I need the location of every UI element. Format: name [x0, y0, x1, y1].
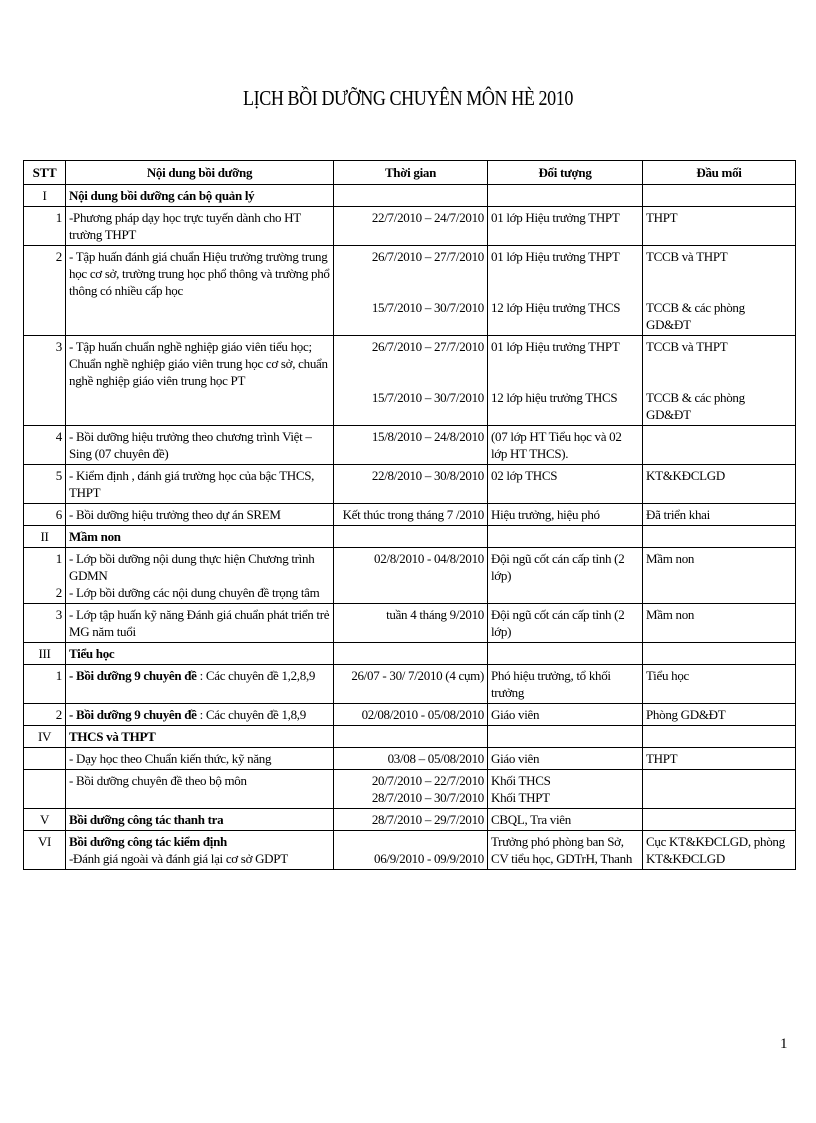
section-title: THCS và THPT [66, 726, 334, 748]
row-time-2: 15/7/2010 – 30/7/2010 [371, 300, 484, 315]
row-time [334, 526, 488, 548]
row-time [334, 726, 488, 748]
row-lead [643, 809, 796, 831]
row-time: 22/7/2010 – 24/7/2010 [334, 207, 488, 246]
row-lead [643, 185, 796, 207]
row-content: - Tập huấn đánh giá chuẩn Hiệu trưởng trường trung học cơ sở, trường trung học phổ thông và trường phổ thông có nhiều cấp học [66, 246, 334, 336]
row-target [488, 643, 643, 665]
row-time: tuần 4 tháng 9/2010 [334, 604, 488, 643]
row-lead [643, 643, 796, 665]
row-lead [643, 526, 796, 548]
row-content-rest: : Các chuyên đề 1,8,9 [199, 707, 306, 722]
row-lead: Cục KT&KĐCLGD, phòng KT&KĐCLGD [643, 831, 796, 870]
row-lead: Đã triển khai [643, 504, 796, 526]
row-target [488, 726, 643, 748]
row-time [334, 336, 488, 426]
row-content-1: - Lớp bồi dưỡng nội dung thực hiện Chương trình GDMN [69, 551, 315, 583]
row-time [334, 185, 488, 207]
table-row [24, 548, 796, 604]
row-content: -Phương pháp dạy học trực tuyến dành cho HT trường THPT [66, 207, 334, 246]
row-target: 01 lớp Hiệu trưởng THPT [488, 207, 643, 246]
row-target-1: Khối THCS [491, 773, 551, 788]
row-target: Hiệu trưởng, hiệu phó [488, 504, 643, 526]
table-row [24, 246, 796, 336]
row-target: Đội ngũ cốt cán cấp tỉnh (2 lớp) [488, 604, 643, 643]
row-lead: Mầm non [643, 604, 796, 643]
row-stt: 1 [24, 207, 66, 246]
table-header-row [24, 161, 796, 185]
row-content: - Bồi dưỡng hiệu trưởng theo chương trình Việt – Sing (07 chuyên đề) [66, 426, 334, 465]
section-row [24, 526, 796, 548]
row-content: - Bồi dưỡng chuyên đề theo bộ môn [66, 770, 334, 809]
row-stt: IV [24, 726, 66, 748]
row-stt: II [24, 526, 66, 548]
row-target: Trưởng phó phòng ban Sở, CV tiểu học, GDTrH, Thanh [488, 831, 643, 870]
row-target [488, 185, 643, 207]
table-row [24, 704, 796, 726]
row-stt-2: 2 [55, 585, 62, 600]
row-time [334, 770, 488, 809]
row-target: CBQL, Tra viên [488, 809, 643, 831]
row-content-2: - Lớp bồi dưỡng các nội dung chuyên đề trọng tâm [69, 585, 320, 600]
table-row [24, 465, 796, 504]
row-target [488, 526, 643, 548]
header-content: Nội dung bồi dưỡng [66, 161, 334, 185]
section-row [24, 643, 796, 665]
row-content [66, 704, 334, 726]
row-time: 03/08 – 05/08/2010 [334, 748, 488, 770]
row-stt: III [24, 643, 66, 665]
row-target-2: 12 lớp hiệu trưởng THCS [491, 390, 618, 405]
row-target: Giáo viên [488, 704, 643, 726]
row-stt: 4 [24, 426, 66, 465]
row-lead: Tiểu học [643, 665, 796, 704]
row-time-1: 20/7/2010 – 22/7/2010 [371, 773, 484, 788]
row-target [488, 770, 643, 809]
row-content [66, 665, 334, 704]
row-time: 26/07 - 30/ 7/2010 (4 cụm) [334, 665, 488, 704]
row-content-bold: - Bồi dưỡng 9 chuyên đề [69, 707, 197, 722]
row-target: Đội ngũ cốt cán cấp tỉnh (2 lớp) [488, 548, 643, 604]
section-title: Tiểu học [66, 643, 334, 665]
section-title: Bồi dưỡng công tác kiểm định [69, 834, 227, 849]
table-row [24, 665, 796, 704]
row-content: - Tập huấn chuẩn nghề nghiệp giáo viên tiểu học; Chuẩn nghề nghiệp giáo viên trung học cơ sở, chuẩn nghề nghiệp giáo viên trung học PT [66, 336, 334, 426]
table-row [24, 770, 796, 809]
row-target: 02 lớp THCS [488, 465, 643, 504]
row-content [66, 831, 334, 870]
row-content-bold: - Bồi dưỡng 9 chuyên đề [69, 668, 197, 683]
row-target-1: 01 lớp Hiệu trưởng THPT [491, 339, 620, 354]
table-row [24, 207, 796, 246]
row-content: - Kiểm định , đánh giá trường học của bậc THCS, THPT [66, 465, 334, 504]
row-stt [24, 748, 66, 770]
row-stt-1: 1 [55, 551, 62, 566]
row-stt: I [24, 185, 66, 207]
header-target: Đối tượng [488, 161, 643, 185]
row-time [334, 246, 488, 336]
row-time-2: 15/7/2010 – 30/7/2010 [371, 390, 484, 405]
row-lead: THPT [643, 748, 796, 770]
row-time-1: 26/7/2010 – 27/7/2010 [371, 339, 484, 354]
row-content [66, 548, 334, 604]
row-target-2: Khối THPT [491, 790, 550, 805]
row-stt: VI [24, 831, 66, 870]
row-lead: Mầm non [643, 548, 796, 604]
page-title: LỊCH BỒI DƯỠNG CHUYÊN MÔN HÈ 2010 [243, 86, 573, 110]
row-stt: 1 [24, 665, 66, 704]
table-row [24, 504, 796, 526]
row-time: Kết thúc trong tháng 7 /2010 [334, 504, 488, 526]
row-stt: 2 [24, 246, 66, 336]
header-lead: Đầu mối [643, 161, 796, 185]
row-stt: 3 [24, 604, 66, 643]
row-target: (07 lớp HT Tiểu học và 02 lớp HT THCS). [488, 426, 643, 465]
section-title: Bồi dưỡng công tác thanh tra [66, 809, 334, 831]
row-target: Phó hiệu trưởng, tổ khối trưởng [488, 665, 643, 704]
row-stt: 3 [24, 336, 66, 426]
row-lead [643, 426, 796, 465]
row-lead [643, 336, 796, 426]
row-content: - Dạy học theo Chuẩn kiến thức, kỹ năng [66, 748, 334, 770]
table-row [24, 748, 796, 770]
row-target-1: 01 lớp Hiệu trưởng THPT [491, 249, 620, 264]
row-stt: V [24, 809, 66, 831]
row-lead [643, 246, 796, 336]
table-row [24, 604, 796, 643]
row-stt: 2 [24, 704, 66, 726]
row-time: 02/8/2010 - 04/8/2010 [334, 548, 488, 604]
row-lead-2: TCCB & các phòng GD&ĐT [646, 300, 745, 332]
schedule-table [23, 160, 796, 870]
section-title: Nội dung bồi dưỡng cán bộ quản lý [66, 185, 334, 207]
row-lead-2: TCCB & các phòng GD&ĐT [646, 390, 745, 422]
row-lead-1: TCCB và THPT [646, 339, 728, 354]
row-time: 15/8/2010 – 24/8/2010 [334, 426, 488, 465]
table-row [24, 426, 796, 465]
section-row [24, 831, 796, 870]
page-number: 1 [780, 1036, 788, 1052]
row-stt: 6 [24, 504, 66, 526]
row-content: - Lớp tập huấn kỹ năng Đánh giá chuẩn phát triển trẻ MG năm tuổi [66, 604, 334, 643]
row-stt [24, 770, 66, 809]
row-target-2: 12 lớp Hiệu trưởng THCS [491, 300, 621, 315]
row-time: 28/7/2010 – 29/7/2010 [334, 809, 488, 831]
row-lead: Phòng GD&ĐT [643, 704, 796, 726]
row-time-1: 26/7/2010 – 27/7/2010 [371, 249, 484, 264]
row-content: - Bồi dưỡng hiệu trưởng theo dự án SREM [66, 504, 334, 526]
row-content-rest: : Các chuyên đề 1,2,8,9 [199, 668, 316, 683]
row-stt [24, 548, 66, 604]
table-row [24, 336, 796, 426]
row-lead: THPT [643, 207, 796, 246]
section-row [24, 726, 796, 748]
row-lead [643, 770, 796, 809]
row-lead [643, 726, 796, 748]
row-time-2: 06/9/2010 - 09/9/2010 [374, 851, 484, 866]
row-lead-1: TCCB và THPT [646, 249, 728, 264]
section-row [24, 809, 796, 831]
row-time-2: 28/7/2010 – 30/7/2010 [371, 790, 484, 805]
row-target [488, 336, 643, 426]
row-stt: 5 [24, 465, 66, 504]
row-time [334, 643, 488, 665]
row-lead: KT&KĐCLGD [643, 465, 796, 504]
row-time: 02/08/2010 - 05/08/2010 [334, 704, 488, 726]
section-row [24, 185, 796, 207]
row-target: Giáo viên [488, 748, 643, 770]
header-stt: STT [24, 161, 66, 185]
section-title: Mầm non [66, 526, 334, 548]
row-content-2: -Đánh giá ngoài và đánh giá lại cơ sở GDPT [69, 851, 288, 866]
row-time [334, 831, 488, 870]
row-target [488, 246, 643, 336]
row-time: 22/8/2010 – 30/8/2010 [334, 465, 488, 504]
header-time: Thời gian [334, 161, 488, 185]
